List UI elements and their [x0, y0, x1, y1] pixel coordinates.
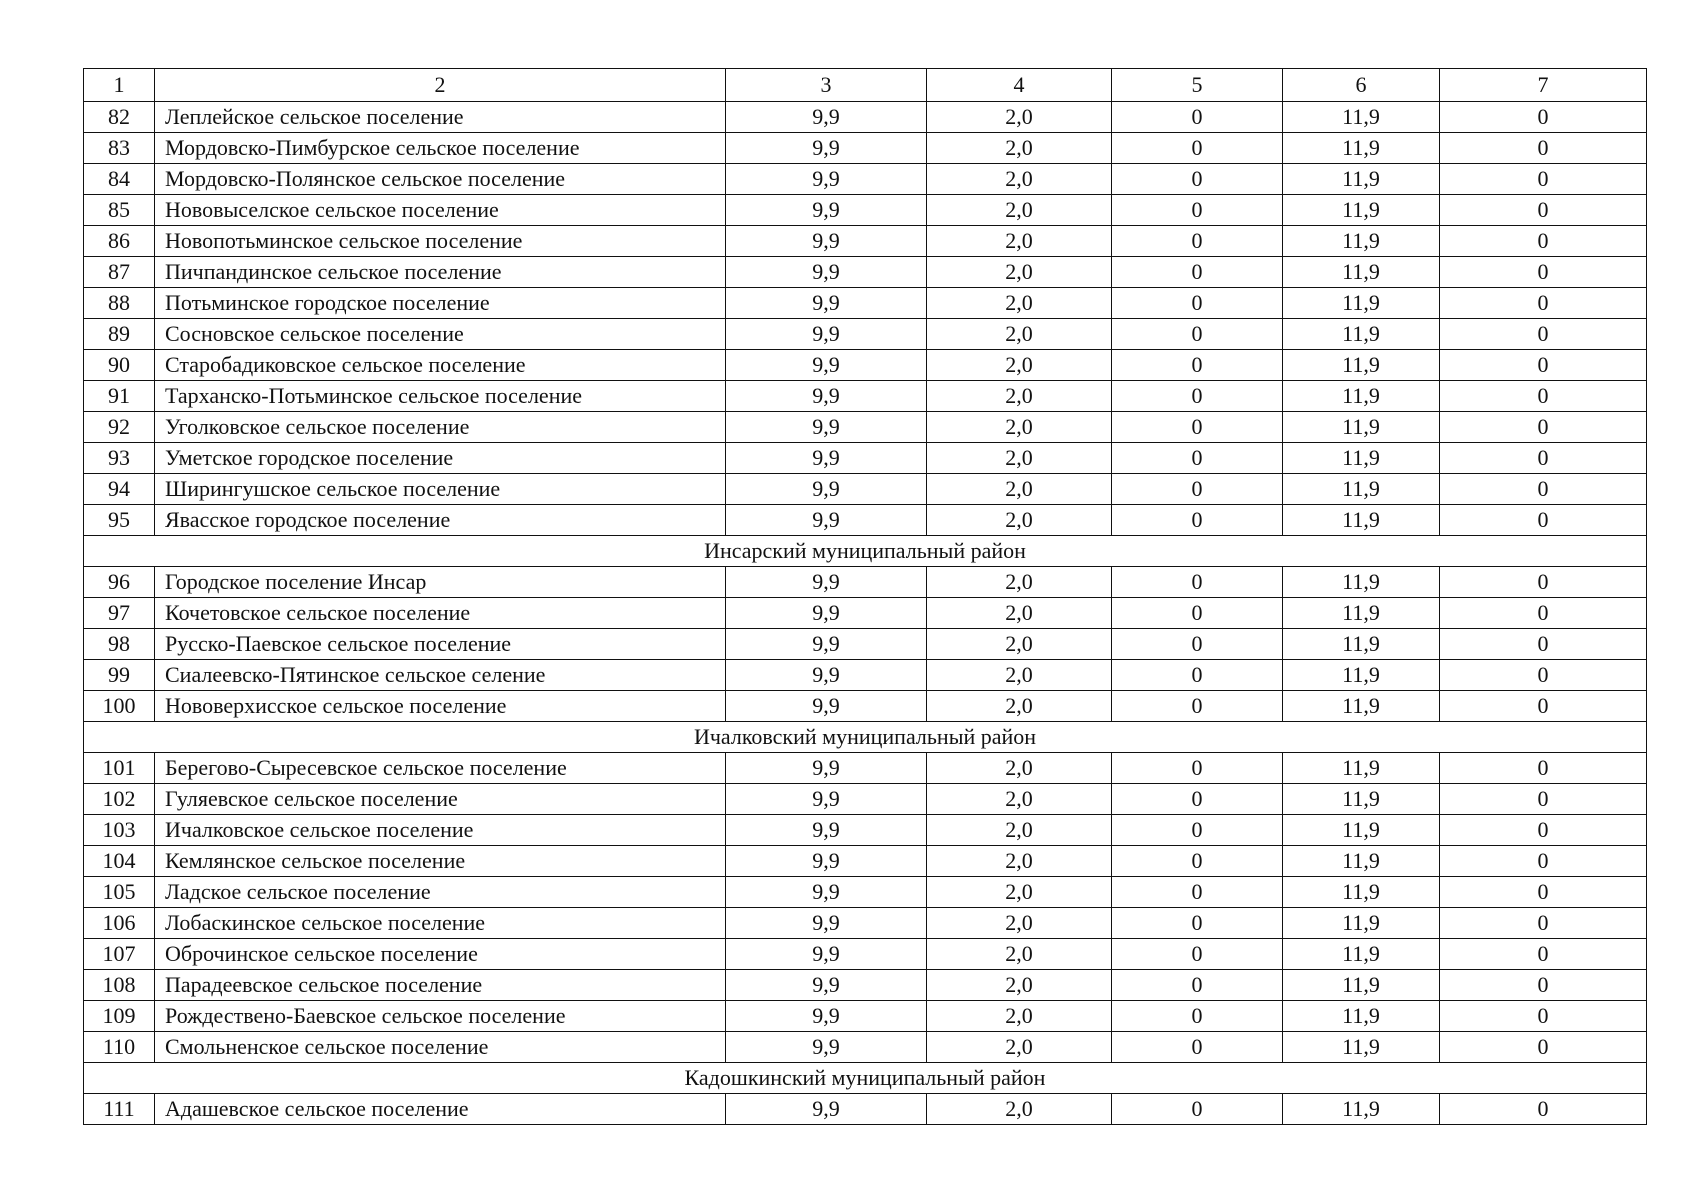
value-cell-col5: 0	[1112, 908, 1283, 939]
value-cell-col5: 0	[1112, 691, 1283, 722]
value-cell-col4: 2,0	[927, 1032, 1112, 1063]
value-cell-col4: 2,0	[927, 598, 1112, 629]
value-cell-col3: 9,9	[726, 815, 927, 846]
value-cell-col6: 11,9	[1283, 567, 1440, 598]
value-cell-col4: 2,0	[927, 505, 1112, 536]
settlement-name-cell: Тарханско-Потьминское сельское поселение	[155, 381, 726, 412]
value-cell-col6: 11,9	[1283, 164, 1440, 195]
row-number-cell: 92	[84, 412, 155, 443]
value-cell-col3: 9,9	[726, 939, 927, 970]
value-cell-col3: 9,9	[726, 288, 927, 319]
value-cell-col7: 0	[1440, 102, 1647, 133]
settlement-name-cell: Гуляевское сельское поселение	[155, 784, 726, 815]
row-number-cell: 88	[84, 288, 155, 319]
row-number-cell: 86	[84, 226, 155, 257]
value-cell-col5: 0	[1112, 381, 1283, 412]
value-cell-col3: 9,9	[726, 1001, 927, 1032]
settlement-name-cell: Рождествено-Баевское сельское поселение	[155, 1001, 726, 1032]
value-cell-col5: 0	[1112, 753, 1283, 784]
table-row	[84, 412, 1647, 443]
value-cell-col6: 11,9	[1283, 288, 1440, 319]
value-cell-col6: 11,9	[1283, 1032, 1440, 1063]
settlement-name-cell: Новопотьминское сельское поселение	[155, 226, 726, 257]
settlement-name-cell: Старобадиковское сельское поселение	[155, 350, 726, 381]
table-row	[84, 257, 1647, 288]
district-title: Ичалковский муниципальный район	[84, 722, 1647, 753]
value-cell-col6: 11,9	[1283, 226, 1440, 257]
value-cell-col5: 0	[1112, 784, 1283, 815]
value-cell-col7: 0	[1440, 1094, 1647, 1125]
value-cell-col3: 9,9	[726, 350, 927, 381]
value-cell-col3: 9,9	[726, 443, 927, 474]
district-title: Инсарский муниципальный район	[84, 536, 1647, 567]
value-cell-col3: 9,9	[726, 598, 927, 629]
row-number-cell: 98	[84, 629, 155, 660]
table-row	[84, 629, 1647, 660]
column-number-cell: 4	[927, 69, 1112, 102]
value-cell-col3: 9,9	[726, 1094, 927, 1125]
settlement-name-cell: Берегово-Сыресевское сельское поселение	[155, 753, 726, 784]
table-row	[84, 319, 1647, 350]
settlement-name-cell: Парадеевское сельское поселение	[155, 970, 726, 1001]
district-title: Кадошкинский муниципальный район	[84, 1063, 1647, 1094]
value-cell-col3: 9,9	[726, 505, 927, 536]
table-row	[84, 102, 1647, 133]
value-cell-col7: 0	[1440, 443, 1647, 474]
value-cell-col3: 9,9	[726, 660, 927, 691]
value-cell-col6: 11,9	[1283, 815, 1440, 846]
settlement-name-cell: Мордовско-Полянское сельское поселение	[155, 164, 726, 195]
value-cell-col5: 0	[1112, 195, 1283, 226]
value-cell-col7: 0	[1440, 846, 1647, 877]
settlement-name-cell: Сосновское сельское поселение	[155, 319, 726, 350]
value-cell-col6: 11,9	[1283, 381, 1440, 412]
value-cell-col4: 2,0	[927, 784, 1112, 815]
settlement-name-cell: Ладское сельское поселение	[155, 877, 726, 908]
value-cell-col4: 2,0	[927, 877, 1112, 908]
value-cell-col4: 2,0	[927, 381, 1112, 412]
column-number-cell: 3	[726, 69, 927, 102]
value-cell-col5: 0	[1112, 350, 1283, 381]
value-cell-col7: 0	[1440, 474, 1647, 505]
row-number-cell: 104	[84, 846, 155, 877]
column-number-row	[84, 69, 1647, 102]
value-cell-col7: 0	[1440, 1032, 1647, 1063]
value-cell-col3: 9,9	[726, 133, 927, 164]
value-cell-col5: 0	[1112, 164, 1283, 195]
value-cell-col4: 2,0	[927, 970, 1112, 1001]
value-cell-col3: 9,9	[726, 226, 927, 257]
settlement-name-cell: Ширингушское сельское поселение	[155, 474, 726, 505]
value-cell-col7: 0	[1440, 195, 1647, 226]
table-row	[84, 784, 1647, 815]
value-cell-col6: 11,9	[1283, 970, 1440, 1001]
row-number-cell: 110	[84, 1032, 155, 1063]
value-cell-col6: 11,9	[1283, 257, 1440, 288]
value-cell-col7: 0	[1440, 877, 1647, 908]
district-section-row	[84, 722, 1647, 753]
settlement-name-cell: Пичпандинское сельское поселение	[155, 257, 726, 288]
value-cell-col7: 0	[1440, 567, 1647, 598]
value-cell-col6: 11,9	[1283, 443, 1440, 474]
row-number-cell: 102	[84, 784, 155, 815]
value-cell-col3: 9,9	[726, 629, 927, 660]
row-number-cell: 108	[84, 970, 155, 1001]
row-number-cell: 82	[84, 102, 155, 133]
table-row	[84, 474, 1647, 505]
district-section-row	[84, 1063, 1647, 1094]
value-cell-col7: 0	[1440, 629, 1647, 660]
column-number-cell: 2	[155, 69, 726, 102]
value-cell-col4: 2,0	[927, 164, 1112, 195]
value-cell-col7: 0	[1440, 784, 1647, 815]
value-cell-col4: 2,0	[927, 846, 1112, 877]
value-cell-col3: 9,9	[726, 195, 927, 226]
value-cell-col4: 2,0	[927, 195, 1112, 226]
settlement-name-cell: Оброчинское сельское поселение	[155, 939, 726, 970]
value-cell-col3: 9,9	[726, 970, 927, 1001]
table-row	[84, 691, 1647, 722]
value-cell-col6: 11,9	[1283, 474, 1440, 505]
value-cell-col4: 2,0	[927, 629, 1112, 660]
value-cell-col6: 11,9	[1283, 412, 1440, 443]
settlement-name-cell: Нововыселское сельское поселение	[155, 195, 726, 226]
value-cell-col4: 2,0	[927, 1001, 1112, 1032]
value-cell-col7: 0	[1440, 412, 1647, 443]
value-cell-col6: 11,9	[1283, 846, 1440, 877]
value-cell-col6: 11,9	[1283, 350, 1440, 381]
value-cell-col3: 9,9	[726, 474, 927, 505]
value-cell-col6: 11,9	[1283, 660, 1440, 691]
value-cell-col3: 9,9	[726, 1032, 927, 1063]
value-cell-col4: 2,0	[927, 753, 1112, 784]
value-cell-col6: 11,9	[1283, 753, 1440, 784]
value-cell-col4: 2,0	[927, 815, 1112, 846]
table-body	[84, 102, 1647, 1125]
table-row	[84, 846, 1647, 877]
settlement-name-cell: Русско-Паевское сельское поселение	[155, 629, 726, 660]
value-cell-col7: 0	[1440, 288, 1647, 319]
settlement-name-cell: Ичалковское сельское поселение	[155, 815, 726, 846]
table-row	[84, 133, 1647, 164]
value-cell-col6: 11,9	[1283, 629, 1440, 660]
value-cell-col6: 11,9	[1283, 877, 1440, 908]
value-cell-col5: 0	[1112, 412, 1283, 443]
value-cell-col6: 11,9	[1283, 908, 1440, 939]
value-cell-col3: 9,9	[726, 753, 927, 784]
value-cell-col3: 9,9	[726, 691, 927, 722]
value-cell-col3: 9,9	[726, 784, 927, 815]
table-row	[84, 350, 1647, 381]
row-number-cell: 103	[84, 815, 155, 846]
value-cell-col4: 2,0	[927, 319, 1112, 350]
value-cell-col4: 2,0	[927, 350, 1112, 381]
row-number-cell: 96	[84, 567, 155, 598]
settlement-name-cell: Городское поселение Инсар	[155, 567, 726, 598]
value-cell-col5: 0	[1112, 970, 1283, 1001]
value-cell-col6: 11,9	[1283, 1094, 1440, 1125]
value-cell-col6: 11,9	[1283, 195, 1440, 226]
value-cell-col5: 0	[1112, 505, 1283, 536]
settlement-name-cell: Нововерхисское сельское поселение	[155, 691, 726, 722]
table-row	[84, 908, 1647, 939]
value-cell-col5: 0	[1112, 939, 1283, 970]
value-cell-col7: 0	[1440, 691, 1647, 722]
settlement-name-cell: Лобаскинское сельское поселение	[155, 908, 726, 939]
settlement-name-cell: Кемлянское сельское поселение	[155, 846, 726, 877]
value-cell-col6: 11,9	[1283, 319, 1440, 350]
value-cell-col7: 0	[1440, 598, 1647, 629]
row-number-cell: 97	[84, 598, 155, 629]
row-number-cell: 99	[84, 660, 155, 691]
settlements-table	[83, 68, 1647, 1125]
value-cell-col5: 0	[1112, 133, 1283, 164]
value-cell-col7: 0	[1440, 505, 1647, 536]
value-cell-col4: 2,0	[927, 660, 1112, 691]
row-number-cell: 94	[84, 474, 155, 505]
settlement-name-cell: Адашевское сельское поселение	[155, 1094, 726, 1125]
value-cell-col5: 0	[1112, 567, 1283, 598]
table-row	[84, 381, 1647, 412]
row-number-cell: 100	[84, 691, 155, 722]
value-cell-col6: 11,9	[1283, 133, 1440, 164]
value-cell-col5: 0	[1112, 815, 1283, 846]
settlement-name-cell: Леплейское сельское поселение	[155, 102, 726, 133]
row-number-cell: 107	[84, 939, 155, 970]
value-cell-col3: 9,9	[726, 567, 927, 598]
table-row	[84, 443, 1647, 474]
column-number-cell: 7	[1440, 69, 1647, 102]
value-cell-col3: 9,9	[726, 164, 927, 195]
value-cell-col4: 2,0	[927, 288, 1112, 319]
row-number-cell: 101	[84, 753, 155, 784]
value-cell-col6: 11,9	[1283, 784, 1440, 815]
table-row	[84, 1032, 1647, 1063]
value-cell-col5: 0	[1112, 474, 1283, 505]
value-cell-col7: 0	[1440, 1001, 1647, 1032]
value-cell-col4: 2,0	[927, 567, 1112, 598]
table-row	[84, 753, 1647, 784]
value-cell-col5: 0	[1112, 102, 1283, 133]
row-number-cell: 91	[84, 381, 155, 412]
row-number-cell: 84	[84, 164, 155, 195]
value-cell-col4: 2,0	[927, 691, 1112, 722]
table-row	[84, 1001, 1647, 1032]
value-cell-col4: 2,0	[927, 257, 1112, 288]
row-number-cell: 106	[84, 908, 155, 939]
table-row	[84, 288, 1647, 319]
table-row	[84, 939, 1647, 970]
value-cell-col6: 11,9	[1283, 598, 1440, 629]
settlement-name-cell: Потьминское городское поселение	[155, 288, 726, 319]
value-cell-col7: 0	[1440, 226, 1647, 257]
value-cell-col5: 0	[1112, 1032, 1283, 1063]
value-cell-col4: 2,0	[927, 474, 1112, 505]
row-number-cell: 111	[84, 1094, 155, 1125]
value-cell-col5: 0	[1112, 660, 1283, 691]
value-cell-col3: 9,9	[726, 877, 927, 908]
value-cell-col4: 2,0	[927, 1094, 1112, 1125]
value-cell-col5: 0	[1112, 846, 1283, 877]
value-cell-col7: 0	[1440, 164, 1647, 195]
value-cell-col5: 0	[1112, 1001, 1283, 1032]
value-cell-col6: 11,9	[1283, 505, 1440, 536]
value-cell-col7: 0	[1440, 381, 1647, 412]
value-cell-col5: 0	[1112, 226, 1283, 257]
value-cell-col3: 9,9	[726, 908, 927, 939]
settlement-name-cell: Смольненское сельское поселение	[155, 1032, 726, 1063]
table-row	[84, 226, 1647, 257]
value-cell-col4: 2,0	[927, 133, 1112, 164]
table-row	[84, 970, 1647, 1001]
value-cell-col3: 9,9	[726, 412, 927, 443]
table-row	[84, 164, 1647, 195]
table-row	[84, 598, 1647, 629]
row-number-cell: 83	[84, 133, 155, 164]
value-cell-col5: 0	[1112, 319, 1283, 350]
value-cell-col5: 0	[1112, 629, 1283, 660]
value-cell-col7: 0	[1440, 350, 1647, 381]
value-cell-col5: 0	[1112, 1094, 1283, 1125]
value-cell-col7: 0	[1440, 939, 1647, 970]
table-row	[84, 195, 1647, 226]
value-cell-col3: 9,9	[726, 846, 927, 877]
value-cell-col7: 0	[1440, 908, 1647, 939]
value-cell-col6: 11,9	[1283, 691, 1440, 722]
table-row	[84, 505, 1647, 536]
table-row	[84, 1094, 1647, 1125]
value-cell-col5: 0	[1112, 257, 1283, 288]
row-number-cell: 109	[84, 1001, 155, 1032]
value-cell-col4: 2,0	[927, 102, 1112, 133]
value-cell-col5: 0	[1112, 598, 1283, 629]
value-cell-col5: 0	[1112, 443, 1283, 474]
table-row	[84, 567, 1647, 598]
settlement-name-cell: Уметское городское поселение	[155, 443, 726, 474]
row-number-cell: 105	[84, 877, 155, 908]
value-cell-col7: 0	[1440, 660, 1647, 691]
row-number-cell: 90	[84, 350, 155, 381]
row-number-cell: 89	[84, 319, 155, 350]
value-cell-col4: 2,0	[927, 939, 1112, 970]
value-cell-col7: 0	[1440, 319, 1647, 350]
value-cell-col3: 9,9	[726, 102, 927, 133]
settlement-name-cell: Явасское городское поселение	[155, 505, 726, 536]
settlement-name-cell: Сиалеевско-Пятинское сельское селение	[155, 660, 726, 691]
settlement-name-cell: Кочетовское сельское поселение	[155, 598, 726, 629]
value-cell-col4: 2,0	[927, 412, 1112, 443]
table-row	[84, 815, 1647, 846]
value-cell-col6: 11,9	[1283, 102, 1440, 133]
value-cell-col4: 2,0	[927, 226, 1112, 257]
value-cell-col5: 0	[1112, 288, 1283, 319]
column-number-cell: 5	[1112, 69, 1283, 102]
value-cell-col7: 0	[1440, 133, 1647, 164]
district-section-row	[84, 536, 1647, 567]
row-number-cell: 93	[84, 443, 155, 474]
row-number-cell: 87	[84, 257, 155, 288]
value-cell-col4: 2,0	[927, 908, 1112, 939]
column-number-cell: 6	[1283, 69, 1440, 102]
settlement-name-cell: Уголковское сельское поселение	[155, 412, 726, 443]
value-cell-col7: 0	[1440, 753, 1647, 784]
table-row	[84, 877, 1647, 908]
value-cell-col4: 2,0	[927, 443, 1112, 474]
value-cell-col6: 11,9	[1283, 939, 1440, 970]
column-number-cell: 1	[84, 69, 155, 102]
value-cell-col7: 0	[1440, 815, 1647, 846]
value-cell-col3: 9,9	[726, 319, 927, 350]
value-cell-col3: 9,9	[726, 381, 927, 412]
value-cell-col7: 0	[1440, 257, 1647, 288]
value-cell-col7: 0	[1440, 970, 1647, 1001]
value-cell-col5: 0	[1112, 877, 1283, 908]
value-cell-col6: 11,9	[1283, 1001, 1440, 1032]
value-cell-col3: 9,9	[726, 257, 927, 288]
settlement-name-cell: Мордовско-Пимбурское сельское поселение	[155, 133, 726, 164]
row-number-cell: 95	[84, 505, 155, 536]
table-row	[84, 660, 1647, 691]
row-number-cell: 85	[84, 195, 155, 226]
